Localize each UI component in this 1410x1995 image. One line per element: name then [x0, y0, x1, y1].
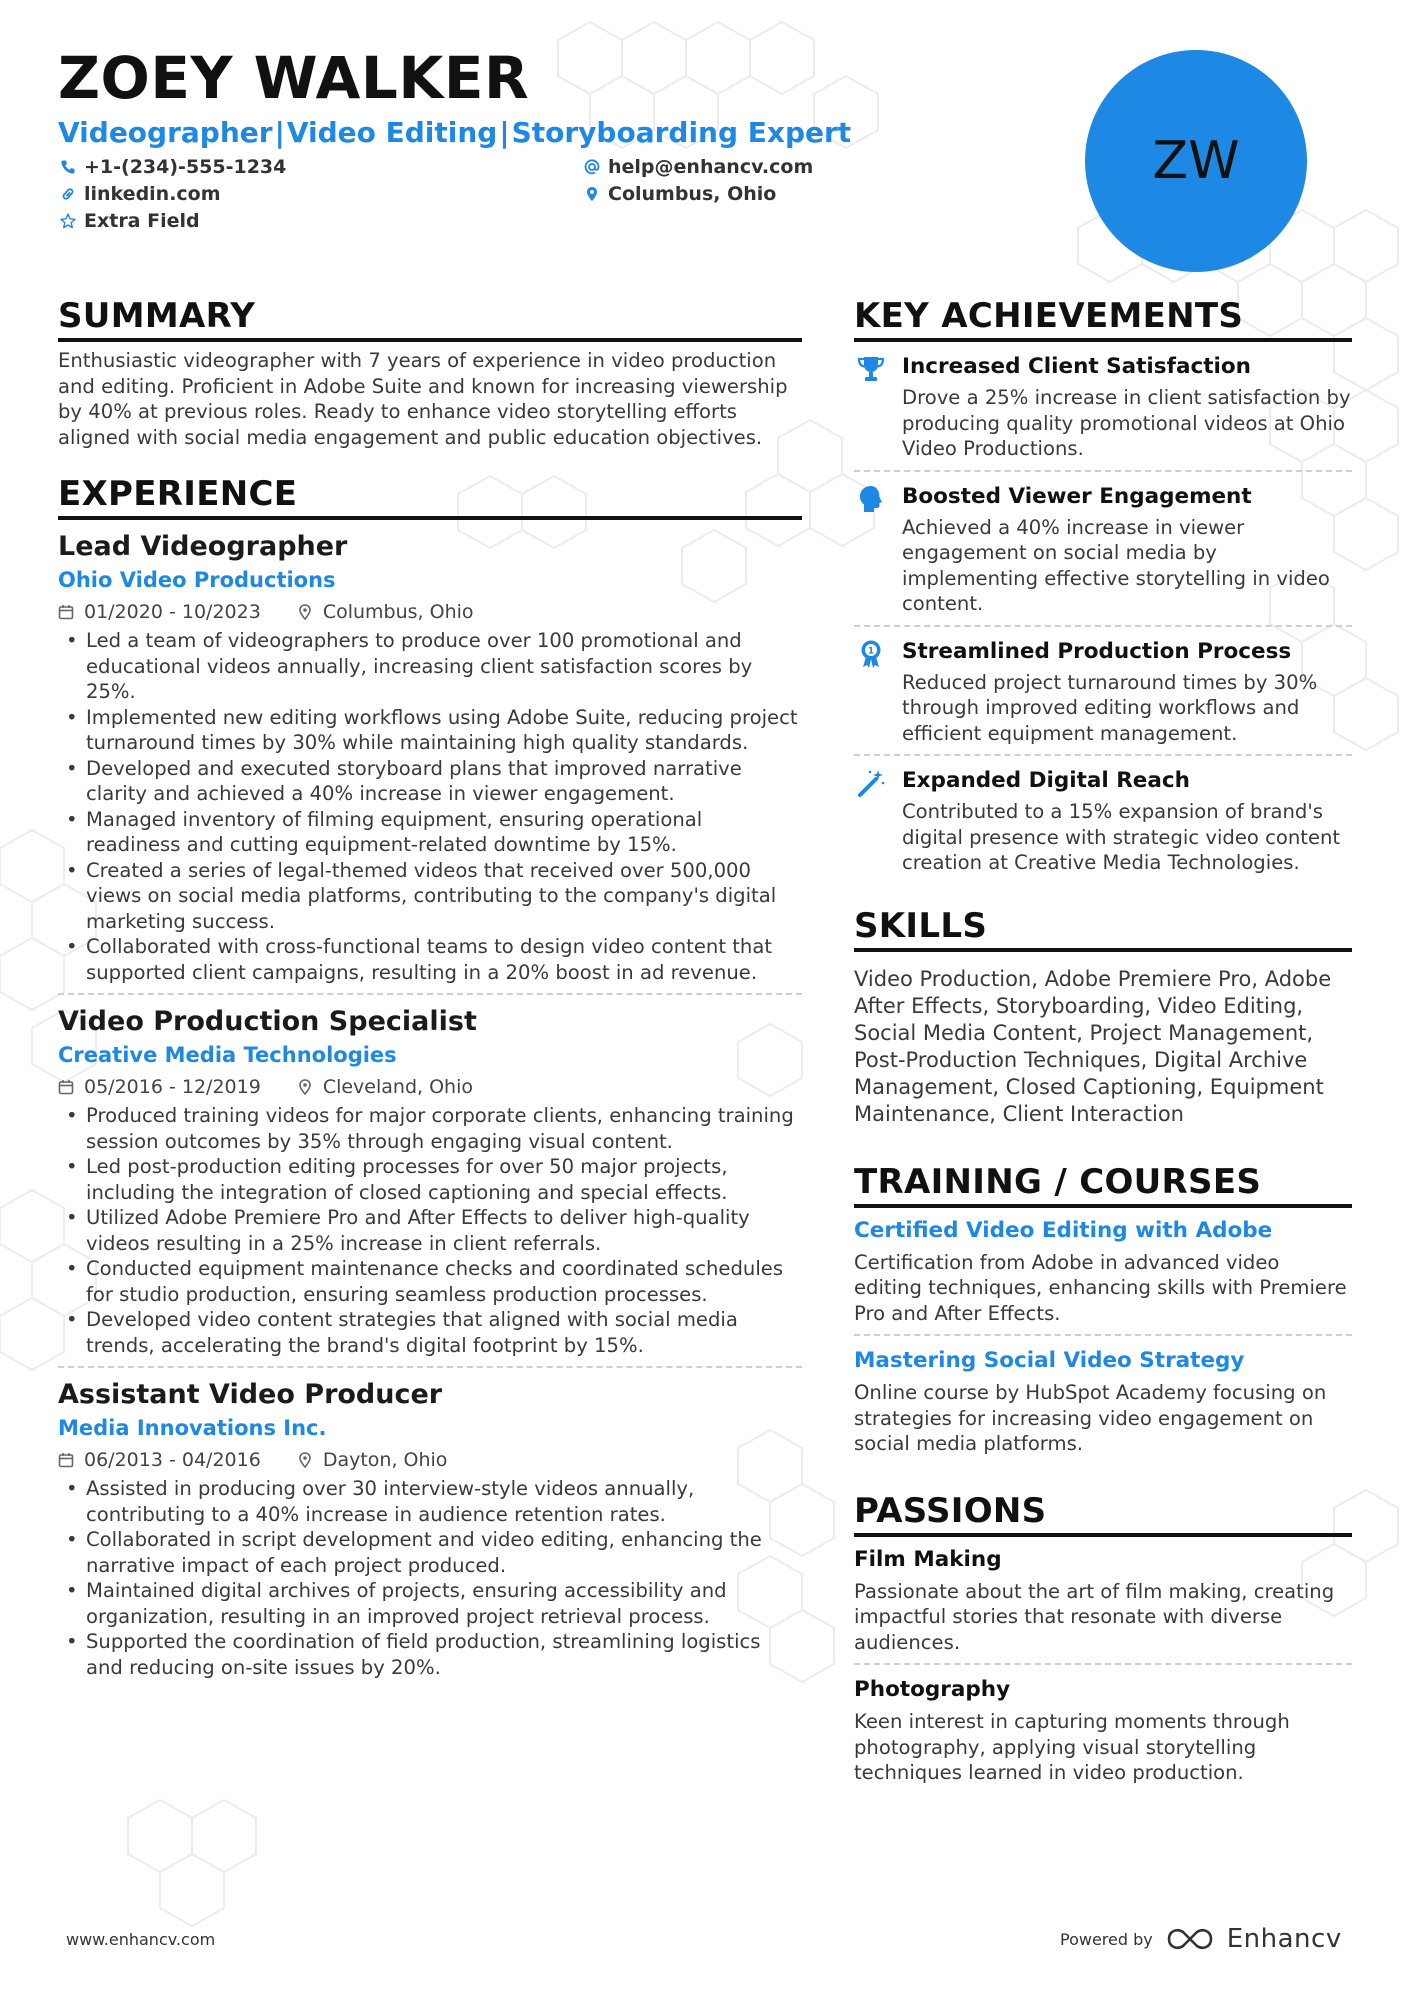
award-badge-icon: [856, 639, 886, 669]
location-pin-icon: [297, 1079, 313, 1095]
job-title: Lead Videographer: [58, 531, 348, 562]
achievement-item: [854, 766, 1352, 876]
phone-text: +1-(234)-555-1234: [84, 156, 287, 178]
headline: [58, 116, 851, 149]
course-divider: [854, 1334, 1352, 1336]
powered-by-text: Powered by: [1060, 1929, 1153, 1949]
achievement-title: Expanded Digital Reach: [902, 768, 1190, 793]
passion-item: [854, 1545, 1352, 1656]
bullet-item: • Produced training videos for major corporate clients, enhancing training session outcomes by 35% through engaging visual content.: [58, 1103, 802, 1154]
skills-text: Video Production, Adobe Premiere Pro, Adobe After Effects, Storyboarding, Video Editing, Social Media Content, Project Management, Post-Production Techniques, Digital Archive Management, Closed Captioning, Equipment Maintenance, Client Interaction: [854, 966, 1332, 1126]
location-pin-icon: [584, 186, 600, 202]
calendar-icon: [58, 604, 74, 620]
location-pin-icon: [297, 604, 313, 620]
passions-heading: PASSIONS: [854, 1491, 1352, 1537]
contact-phone[interactable]: [60, 156, 286, 178]
headline-role-2: Video Editing: [286, 116, 498, 149]
bullet-item: • Conducted equipment maintenance checks and coordinated schedules for studio production, ensuring seamless production processes.: [58, 1256, 802, 1307]
headline-separator: |: [274, 116, 285, 149]
bullet-item: • Managed inventory of filming equipment, ensuring operational readiness and cutting equipment-related downtime by 15%.: [58, 807, 802, 858]
bullet-item: • Assisted in producing over 30 interview-style videos annually, contributing to a 40% increase in audience retention rates.: [58, 1476, 802, 1527]
contact-email[interactable]: [584, 156, 813, 178]
calendar-icon: [58, 1452, 74, 1468]
passion-text: Passionate about the art of film making, creating impactful stories that resonate with diverse audiences.: [854, 1579, 1335, 1654]
extra-field-text: Extra Field: [84, 210, 200, 232]
candidate-name: ZOEY WALKER: [58, 44, 530, 112]
achievement-title: Increased Client Satisfaction: [902, 354, 1251, 379]
headline-role-3: Storyboarding Expert: [511, 116, 852, 149]
passion-item: [854, 1675, 1352, 1786]
achievement-item: [854, 637, 1352, 747]
job-company: Creative Media Technologies: [58, 1043, 397, 1067]
course-title: Mastering Social Video Strategy: [854, 1348, 1245, 1373]
avatar: [1085, 50, 1307, 272]
job-dates: 05/2016 - 12/2019: [84, 1076, 261, 1098]
job-entry: [58, 1378, 802, 1680]
passion-title: Film Making: [854, 1546, 1002, 1572]
experience-section: [58, 474, 802, 1680]
job-bullets: [58, 1103, 802, 1358]
passions-section: [854, 1491, 1352, 1786]
achievement-item: [854, 482, 1352, 617]
email-text: help@enhancv.com: [608, 156, 814, 178]
job-divider: [58, 993, 802, 995]
achievements-heading: KEY ACHIEVEMENTS: [854, 296, 1352, 342]
enhancv-logo-icon: [1167, 1927, 1213, 1951]
brand-name: Enhancv: [1226, 1924, 1342, 1954]
bullet-item: • Implemented new editing workflows using Adobe Suite, reducing project turnaround times by 30% while maintaining high quality standards.: [58, 705, 802, 756]
training-section: [854, 1162, 1352, 1457]
job-meta: [58, 1448, 802, 1472]
training-heading: TRAINING / COURSES: [854, 1162, 1352, 1208]
job-location: Columbus, Ohio: [322, 601, 474, 623]
achievement-item: [854, 352, 1352, 462]
left-column: [58, 296, 802, 1680]
passion-title: Photography: [854, 1677, 1011, 1702]
experience-heading: EXPERIENCE: [58, 474, 802, 520]
course-item: [854, 1216, 1352, 1327]
job-meta: [58, 600, 802, 624]
magic-wand-icon: [856, 768, 886, 798]
job-bullets: [58, 1476, 802, 1680]
contact-location: [584, 183, 776, 205]
achievement-divider: [854, 625, 1352, 627]
job-dates: 06/2013 - 04/2016: [84, 1449, 261, 1471]
achievement-text: Achieved a 40% increase in viewer engagement on social media by implementing effective storytelling in video content.: [902, 515, 1330, 615]
summary-heading: SUMMARY: [58, 296, 802, 342]
right-column: [854, 296, 1352, 1786]
passion-text: Keen interest in capturing moments through photography, applying visual storytelling techniques learned in video production.: [854, 1710, 1290, 1784]
job-meta: [58, 1075, 802, 1099]
trophy-icon: [856, 354, 886, 384]
summary-section: [58, 296, 802, 450]
job-location: Cleveland, Ohio: [322, 1076, 473, 1098]
calendar-icon: [58, 1079, 74, 1095]
job-title: Assistant Video Producer: [58, 1379, 443, 1410]
achievement-title: Streamlined Production Process: [902, 638, 1292, 664]
achievement-divider: [854, 470, 1352, 472]
footer-website[interactable]: www.enhancv.com: [66, 1930, 216, 1949]
job-entry: [58, 530, 802, 985]
job-company: Media Innovations Inc.: [58, 1416, 327, 1440]
course-text: Certification from Adobe in advanced video editing techniques, enhancing skills with Premiere Pro and After Effects.: [854, 1250, 1347, 1325]
avatar-initials: ZW: [1152, 131, 1240, 191]
job-company: Ohio Video Productions: [58, 568, 336, 592]
headline-separator: |: [499, 116, 510, 149]
linkedin-text: linkedin.com: [84, 183, 221, 205]
star-icon: [60, 213, 76, 229]
footer-branding[interactable]: [1060, 1924, 1342, 1954]
achievements-section: [854, 296, 1352, 876]
bullet-item: • Collaborated in script development and video editing, enhancing the narrative impact of each project produced.: [58, 1527, 802, 1578]
job-dates: 01/2020 - 10/2023: [84, 601, 261, 623]
summary-text: Enthusiastic videographer with 7 years of experience in video production and editing. Proficient in Adobe Suite and known for increasing viewership by 40% at previous roles. Ready to enhance video storytelling efforts aligned with social media engagement and public education objectives.: [58, 349, 788, 449]
location-text: Columbus, Ohio: [608, 183, 777, 205]
passion-divider: [854, 1663, 1352, 1665]
contact-linkedin[interactable]: [60, 183, 221, 205]
contact-extra: [60, 210, 200, 232]
bullet-item: • Supported the coordination of field production, streamlining logistics and reducing on-site issues by 20%.: [58, 1629, 802, 1680]
course-item: [854, 1346, 1352, 1457]
bullet-item: • Led post-production editing processes for over 50 major projects, including the integration of closed captioning and special effects.: [58, 1154, 802, 1205]
location-pin-icon: [297, 1452, 313, 1468]
bullet-item: • Collaborated with cross-functional teams to design video content that supported client campaigns, resulting in a 20% boost in ad revenue.: [58, 934, 802, 985]
job-location: Dayton, Ohio: [322, 1449, 448, 1471]
achievement-divider: [854, 754, 1352, 756]
svg-text:1: 1: [867, 646, 875, 656]
achievement-text: Contributed to a 15% expansion of brand's digital presence with strategic video content creation at Creative Media Technologies.: [902, 800, 1341, 874]
bullet-item: • Developed and executed storyboard plans that improved narrative clarity and achieved a 40% increase in viewer engagement.: [58, 756, 802, 807]
bullet-item: • Created a series of legal-themed videos that received over 500,000 views on social media platforms, contributing to the company's digital marketing success.: [58, 858, 802, 935]
phone-icon: [60, 159, 76, 175]
achievement-title: Boosted Viewer Engagement: [902, 483, 1252, 509]
bullet-item: • Utilized Adobe Premiere Pro and After Effects to deliver high-quality videos resulting in a 25% increase in client referrals.: [58, 1205, 802, 1256]
bullet-item: • Developed video content strategies that aligned with social media trends, accelerating the brand's digital footprint by 15%.: [58, 1307, 802, 1358]
job-title: Video Production Specialist: [58, 1006, 477, 1037]
course-text: Online course by HubSpot Academy focusing on strategies for increasing video engagement on social media platforms.: [854, 1381, 1327, 1455]
bullet-item: • Led a team of videographers to produce over 100 promotional and educational videos annually, increasing client satisfaction scores by 25%.: [58, 628, 802, 705]
headline-role-1: Videographer: [58, 116, 273, 149]
achievement-text: Drove a 25% increase in client satisfaction by producing quality promotional videos at Ohio Video Productions.: [902, 386, 1351, 460]
job-bullets: [58, 628, 802, 985]
at-icon: [584, 159, 600, 175]
job-entry: [58, 1005, 802, 1358]
head-icon: [856, 484, 886, 514]
bullet-item: • Maintained digital archives of projects, ensuring accessibility and organization, resulting in an improved project retrieval process.: [58, 1578, 802, 1629]
job-divider: [58, 1366, 802, 1368]
achievement-text: Reduced project turnaround times by 30% through improved editing workflows and efficient equipment management.: [902, 670, 1318, 745]
course-title: Certified Video Editing with Adobe: [854, 1217, 1273, 1243]
link-icon: [60, 186, 76, 202]
skills-section: [854, 906, 1352, 1128]
skills-heading: SKILLS: [854, 906, 1352, 952]
